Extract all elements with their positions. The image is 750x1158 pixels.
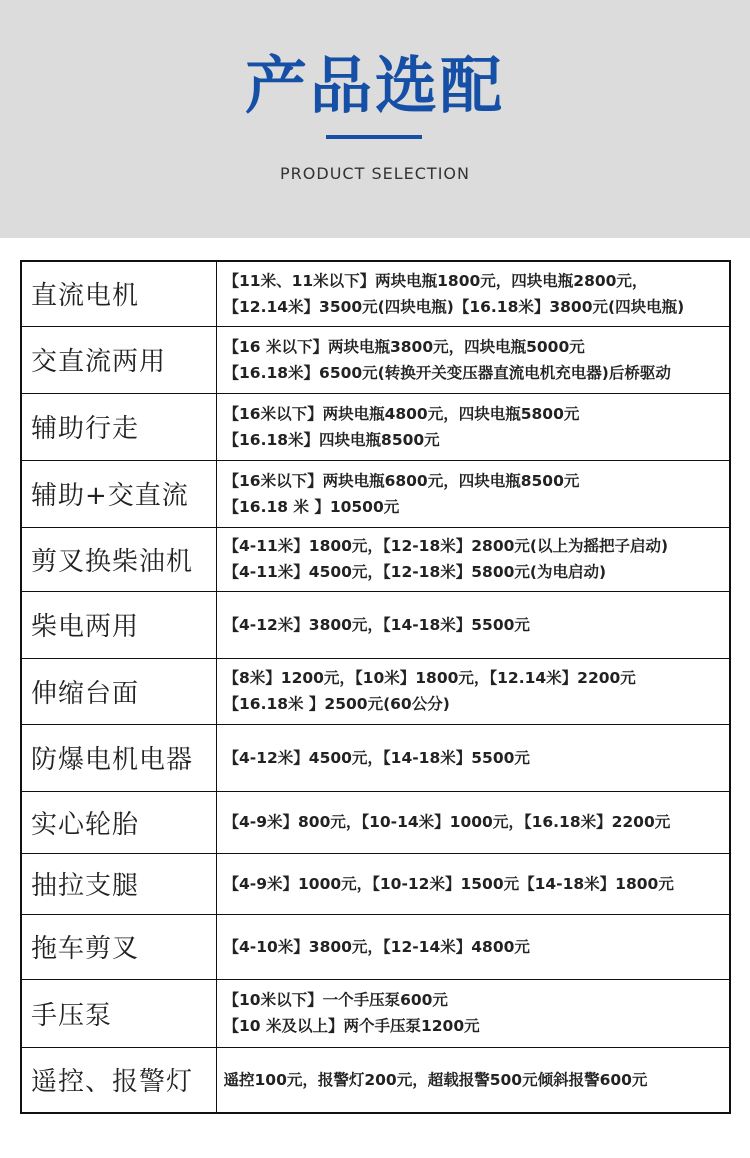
option-name: 剪叉换柴油机 — [21, 527, 216, 591]
option-price — [216, 326, 730, 393]
option-price — [216, 853, 730, 914]
option-price — [216, 393, 730, 460]
price-line: 【16.18米】四块电瓶8500元 — [223, 430, 440, 449]
table-row — [21, 853, 730, 914]
price-line: 【16米以下】两块电瓶4800元，四块电瓶5800元 — [223, 404, 580, 423]
page-title: 产品选配 — [244, 49, 505, 122]
price-line: 【16 米以下】两块电瓶3800元，四块电瓶5000元 — [223, 337, 585, 356]
title-underline — [326, 135, 422, 139]
option-name: 辅助行走 — [21, 393, 216, 460]
option-price — [216, 1047, 730, 1113]
options-table — [20, 260, 731, 1114]
price-line: 【4-10米】3800元，【12-14米】4800元 — [223, 937, 530, 956]
table-row — [21, 724, 730, 791]
price-line: 【16.18米】6500元(转换开关变压器直流电机充电器)后桥驱动 — [223, 363, 671, 382]
table-row — [21, 791, 730, 853]
table-row — [21, 591, 730, 658]
price-line: 【4-12米】3800元，【14-18米】5500元 — [223, 615, 530, 634]
option-name: 直流电机 — [21, 261, 216, 326]
price-line: 遥控100元，报警灯200元，超载报警500元倾斜报警600元 — [223, 1070, 648, 1089]
price-line: 【16.18米 】2500元(60公分) — [223, 695, 450, 713]
option-name: 拖车剪叉 — [21, 914, 216, 979]
option-price — [216, 724, 730, 791]
price-line: 【16米以下】两块电瓶6800元，四块电瓶8500元 — [223, 471, 580, 490]
table-row — [21, 393, 730, 460]
price-line: 【4-9米】1000元，【10-12米】1500元【14-18米】1800元 — [223, 874, 674, 893]
option-name: 实心轮胎 — [21, 791, 216, 853]
table-row — [21, 979, 730, 1047]
option-price — [216, 658, 730, 724]
page-subtitle: PRODUCT SELECTION — [280, 164, 470, 183]
table-row — [21, 527, 730, 591]
price-line: 【4-12米】4500元，【14-18米】5500元 — [223, 748, 530, 767]
table-row — [21, 658, 730, 724]
price-line: 【11米、11米以下】两块电瓶1800元，四块电瓶2800元， — [223, 271, 648, 290]
options-table-body — [21, 261, 730, 1113]
price-line: 【8米】1200元，【10米】1800元，【12.14米】2200元 — [223, 669, 636, 687]
option-name: 手压泵 — [21, 979, 216, 1047]
table-row — [21, 261, 730, 326]
price-line: 【4-9米】800元，【10-14米】1000元，【16.18米】2200元 — [223, 813, 671, 831]
option-name: 遥控、报警灯 — [21, 1047, 216, 1113]
price-line: 【10 米及以上】两个手压泵1200元 — [223, 1017, 480, 1035]
option-price — [216, 261, 730, 326]
price-line: 【4-11米】1800元，【12-18米】2800元(以上为摇把子启动) — [223, 537, 669, 555]
option-name: 防爆电机电器 — [21, 724, 216, 791]
option-name: 柴电两用 — [21, 591, 216, 658]
header-banner — [0, 0, 750, 238]
option-price — [216, 527, 730, 591]
option-name: 辅助+交直流 — [21, 460, 216, 527]
option-price — [216, 460, 730, 527]
price-line: 【16.18 米 】10500元 — [223, 497, 400, 516]
price-line: 【4-11米】4500元，【12-18米】5800元(为电启动) — [223, 563, 607, 581]
table-row — [21, 914, 730, 979]
table-row — [21, 1047, 730, 1113]
option-name: 伸缩台面 — [21, 658, 216, 724]
option-price — [216, 591, 730, 658]
option-price — [216, 914, 730, 979]
option-price — [216, 791, 730, 853]
table-row — [21, 460, 730, 527]
option-name: 抽拉支腿 — [21, 853, 216, 914]
option-price — [216, 979, 730, 1047]
option-name: 交直流两用 — [21, 326, 216, 393]
price-line: 【12.14米】3500元(四块电瓶)【16.18米】3800元(四块电瓶) — [223, 297, 685, 316]
price-line: 【10米以下】一个手压泵600元 — [223, 991, 448, 1009]
table-row — [21, 326, 730, 393]
